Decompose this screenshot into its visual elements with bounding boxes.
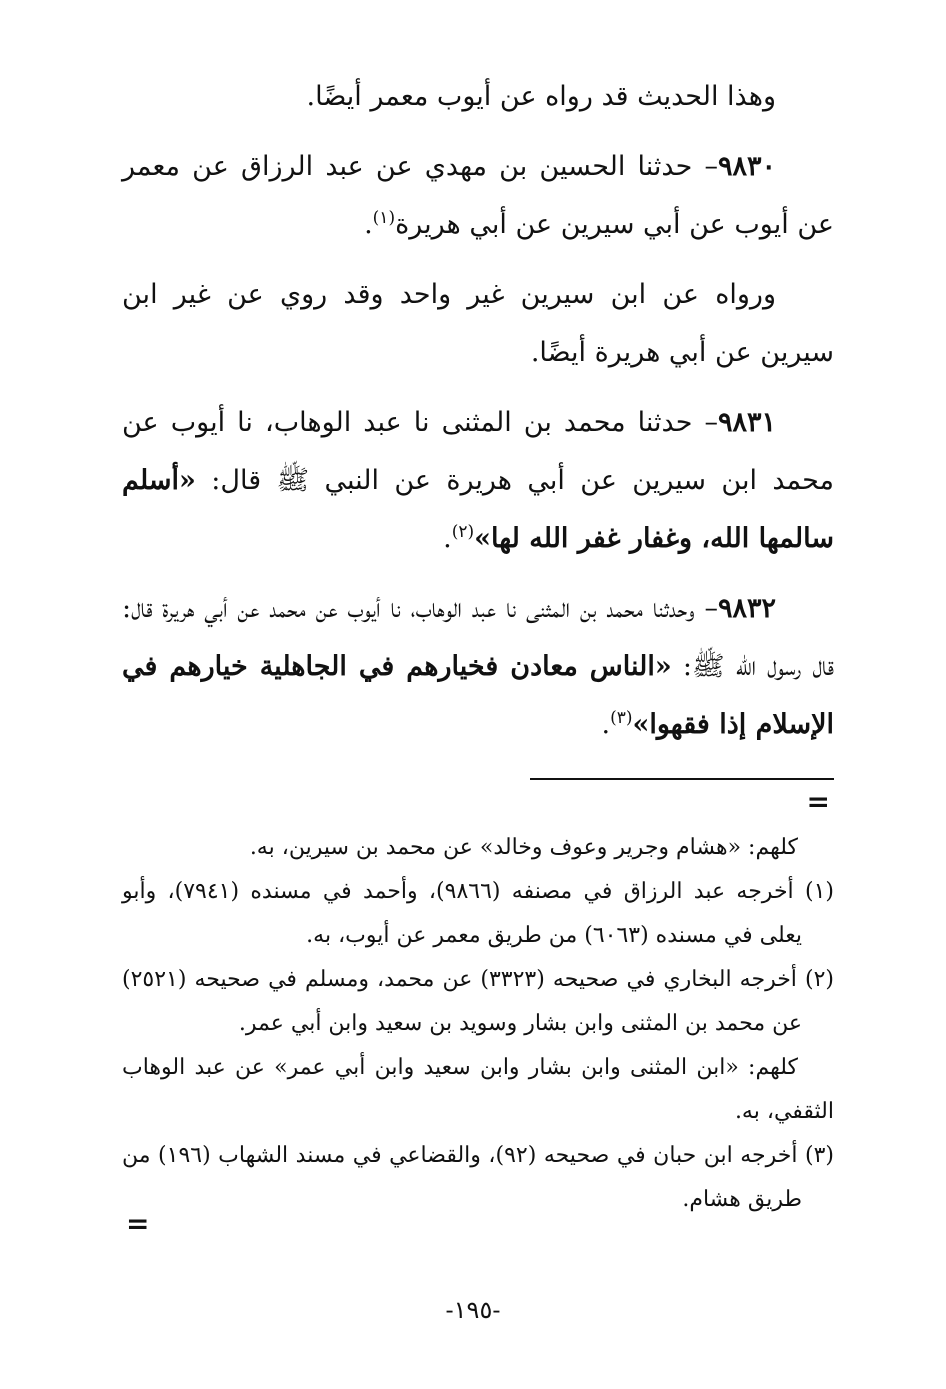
hadith-end: . (601, 709, 611, 740)
footnote-ref[interactable]: (٣) (610, 708, 633, 728)
continuation-mark-top: = (806, 785, 830, 818)
hadith-text: – حدثنا الحسين بن مهدي عن عبد الرزاق عن معمر عن أيوب عن أبي سيرين عن أبي هريرة (122, 151, 834, 240)
hadith-end: . (364, 209, 373, 240)
hadith-text: – وحدثنا محمد بن المثنى نا عبد الوهاب، نا أيوب عن محمد عن أبي هريرة قال: قال رسول الله ﷺ: (122, 593, 834, 682)
hadith-9831 (122, 394, 834, 568)
hadith-quote: «أسلم سالمها الله، وغفار غفر الله لها» (122, 465, 834, 554)
footnote-1: (١) أخرجه عبد الرزاق في مصنفه (٩٨٦٦)، وأحمد في مسنده (٧٩٤١)، وأبو يعلى في مسنده (٦٠٦٣) من طريق معمر عن أيوب، به. (122, 879, 834, 948)
hadith-number: ٩٨٣٢ (717, 593, 776, 624)
footnote-divider (530, 778, 834, 780)
footnote-ref[interactable]: (٢) (451, 522, 475, 542)
main-text (122, 68, 834, 766)
hadith-number: ٩٨٣٠ (717, 151, 776, 182)
footnote-carryover: كلهم: «هشام وجرير وعوف وخالد» عن محمد بن سيرين، به. (249, 835, 798, 860)
hadith-9830 (122, 138, 834, 254)
hadith-end: . (443, 523, 452, 554)
continuation-mark-bottom: = (126, 1207, 150, 1240)
footnote-2-continued: كلهم: «ابن المثنى وابن بشار وابن سعيد وابن أبي عمر» عن عبد الوهاب الثقفي، به. (122, 1055, 834, 1124)
hadith-text: – حدثنا محمد بن المثنى نا عبد الوهاب، نا أيوب عن محمد ابن سيرين عن أبي هريرة عن النبي ﷺ قال: (122, 407, 834, 496)
hadith-number: ٩٨٣١ (717, 407, 776, 438)
footnote-3: (٣) أخرجه ابن حبان في صحيحه (٩٢)، والقضاعي في مسند الشهاب (١٩٦) من طريق هشام. (122, 1143, 834, 1212)
footnotes (122, 826, 834, 1222)
footnote-2: (٢) أخرجه البخاري في صحيحه (٣٣٢٣) عن محمد، ومسلم في صحيحه (٢٥٢١) عن محمد بن المثنى وابن بشار وسويد بن سعيد وابن أبي عمر. (122, 967, 834, 1036)
paragraph-intro: وهذا الحديث قد رواه عن أيوب معمر أيضًا. (306, 81, 776, 112)
footnote-ref[interactable]: (١) (372, 208, 396, 228)
hadith-quote: «الناس معادن فخيارهم في الجاهلية خيارهم في الإسلام إذا فقهوا» (122, 651, 834, 740)
page-number: -١٩٥- (445, 1296, 501, 1324)
paragraph-narration: ورواه عن ابن سيرين غير واحد وقد روي عن غير ابن سيرين عن أبي هريرة أيضًا. (122, 279, 834, 368)
hadith-9832 (122, 580, 834, 754)
